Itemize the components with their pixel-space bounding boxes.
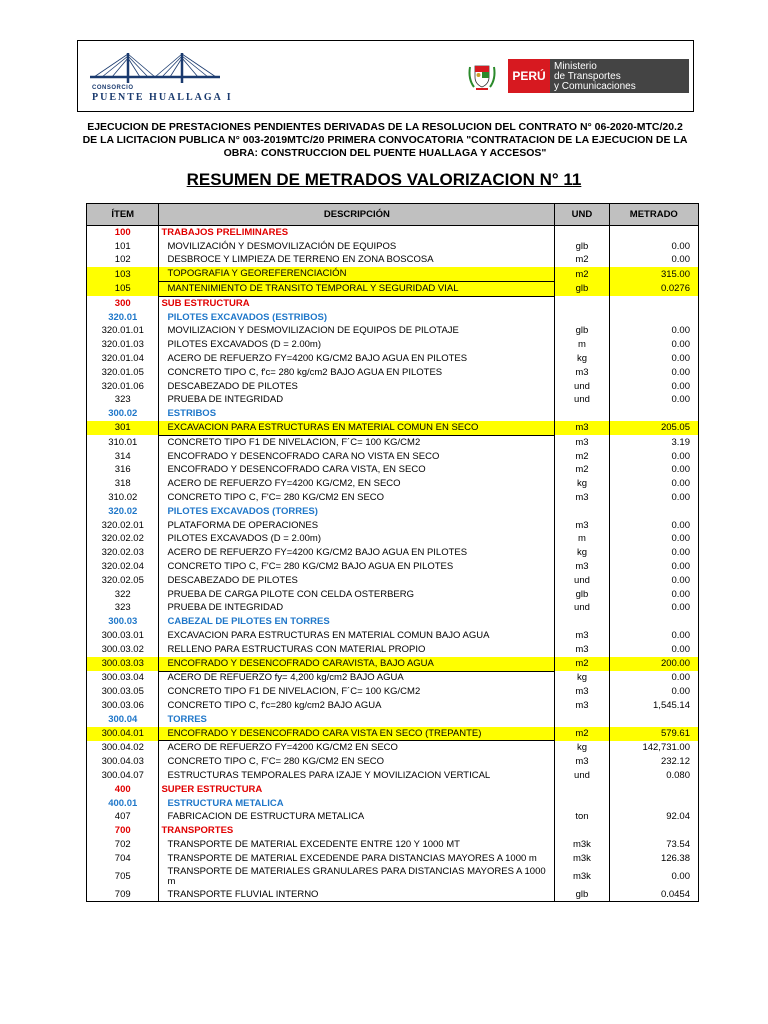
cell-met: 0.00 [609, 366, 698, 380]
table-row [87, 325, 699, 339]
cell-desc: ACERO DE REFUERZO FY=4200 KG/CM2 BAJO AGUA EN PILOTES [159, 546, 555, 560]
table-row [87, 282, 699, 297]
cell-met: 0.00 [609, 394, 698, 408]
cell-und: m3k [555, 838, 609, 852]
cell-met: 0.00 [609, 533, 698, 547]
cell-desc: PRUEBA DE INTEGRIDAD [159, 602, 555, 616]
table-row [87, 824, 699, 838]
cell-met: 0.00 [609, 352, 698, 366]
cell-met: 0.00 [609, 546, 698, 560]
cell-item: 702 [87, 838, 159, 852]
table-row [87, 267, 699, 281]
cell-und: und [555, 380, 609, 394]
cell-desc: SUPER ESTRUCTURA [159, 783, 555, 797]
cell-met [609, 407, 698, 421]
cell-desc: SUB ESTRUCTURA [159, 296, 555, 310]
cell-desc: EXCAVACION PARA ESTRUCTURAS EN MATERIAL COMUN BAJO AGUA [159, 629, 555, 643]
table-row [87, 685, 699, 699]
header-metrado: METRADO [609, 204, 698, 226]
table-row [87, 546, 699, 560]
consorcio-name: PUENTE HUALLAGA I [92, 92, 233, 103]
cell-met: 0.0276 [609, 282, 698, 297]
cell-item: 300.03.06 [87, 699, 159, 713]
table-row [87, 797, 699, 811]
cell-desc: ENCOFRADO Y DESENCOFRADO CARA VISTA, EN SECO [159, 464, 555, 478]
cell-item: 407 [87, 810, 159, 824]
cell-und: kg [555, 671, 609, 685]
ministry-line-1: Ministerio [554, 61, 597, 72]
table-row [87, 296, 699, 310]
cell-item: 300.03.03 [87, 657, 159, 671]
table-row [87, 783, 699, 797]
ministry-logo [464, 57, 689, 95]
cell-desc: RELLENO PARA ESTRUCTURAS CON MATERIAL PROPIO [159, 643, 555, 657]
cell-met: 0.00 [609, 338, 698, 352]
cell-met: 3.19 [609, 435, 698, 449]
cell-und: m3 [555, 560, 609, 574]
cell-desc: DESBROCE Y LIMPIEZA DE TERRENO EN ZONA BOSCOSA [159, 254, 555, 268]
cell-desc: TRANSPORTE DE MATERIALES GRANULARES PARA DISTANCIAS MAYORES A 1000 m [159, 866, 555, 888]
cell-desc: ESTRUCTURA METALICA [159, 797, 555, 811]
metrados-table [86, 203, 699, 902]
cell-desc: TRANSPORTES [159, 824, 555, 838]
cell-item: 320.02.04 [87, 560, 159, 574]
cell-und: m3 [555, 435, 609, 449]
table-row [87, 755, 699, 769]
cell-item: 322 [87, 588, 159, 602]
table-row [87, 888, 699, 902]
cell-desc: CABEZAL DE PILOTES EN TORRES [159, 615, 555, 629]
cell-item: 320.02.03 [87, 546, 159, 560]
cell-desc: ENCOFRADO Y DESENCOFRADO CARA VISTA EN SECO (TREPANTE) [159, 727, 555, 741]
header-logo-box [77, 40, 694, 112]
table-row [87, 838, 699, 852]
cell-und: m3 [555, 421, 609, 435]
cell-desc: PRUEBA DE CARGA PILOTE CON CELDA OSTERBERG [159, 588, 555, 602]
cell-desc: MOVILIZACION Y DESMOVILIZACION DE EQUIPOS DE PILOTAJE [159, 325, 555, 339]
cell-und: m3k [555, 866, 609, 888]
cell-item: 320.02.01 [87, 519, 159, 533]
cell-met: 73.54 [609, 838, 698, 852]
cell-met: 142,731.00 [609, 741, 698, 755]
cell-met: 0.0454 [609, 888, 698, 902]
cell-item: 323 [87, 394, 159, 408]
table-row [87, 852, 699, 866]
cell-met [609, 615, 698, 629]
cell-und: m3 [555, 519, 609, 533]
table-body [87, 226, 699, 902]
cell-und: m3 [555, 699, 609, 713]
cell-item: 102 [87, 254, 159, 268]
bridge-icon [90, 49, 220, 89]
table-row [87, 450, 699, 464]
cell-met: 0.00 [609, 519, 698, 533]
cell-item: 320.01.05 [87, 366, 159, 380]
cell-item: 103 [87, 267, 159, 281]
table-row [87, 240, 699, 254]
cell-desc: CONCRETO TIPO F1 DE NIVELACION, F´C= 100 KG/CM2 [159, 435, 555, 449]
table-row [87, 505, 699, 519]
cell-und [555, 505, 609, 519]
cell-met [609, 505, 698, 519]
cell-met [609, 824, 698, 838]
cell-und: und [555, 769, 609, 783]
cell-item: 300 [87, 296, 159, 310]
cell-und [555, 713, 609, 727]
cell-met: 0.00 [609, 325, 698, 339]
ministry-name [550, 59, 689, 93]
cell-item: 314 [87, 450, 159, 464]
cell-desc: PILOTES EXCAVADOS (ESTRIBOS) [159, 311, 555, 325]
cell-und: m [555, 338, 609, 352]
cell-item: 300.04.03 [87, 755, 159, 769]
cell-item: 320.01.03 [87, 338, 159, 352]
cell-met: 0.00 [609, 491, 698, 505]
table-row [87, 574, 699, 588]
ministry-line-2: de Transportes [554, 71, 621, 82]
cell-und [555, 311, 609, 325]
cell-und: glb [555, 588, 609, 602]
cell-item: 310.02 [87, 491, 159, 505]
cell-und: kg [555, 477, 609, 491]
table-row [87, 588, 699, 602]
cell-desc: CONCRETO TIPO F1 DE NIVELACION, F´C= 100 KG/CM2 [159, 685, 555, 699]
cell-und: m2 [555, 727, 609, 741]
table-row [87, 602, 699, 616]
table-row [87, 741, 699, 755]
table-row [87, 407, 699, 421]
cell-desc: EXCAVACION PARA ESTRUCTURAS EN MATERIAL COMUN EN SECO [159, 421, 555, 435]
table-row [87, 643, 699, 657]
cell-und [555, 824, 609, 838]
cell-item: 105 [87, 282, 159, 297]
cell-desc: CONCRETO TIPO C, F'C= 280 KG/CM2 EN SECO [159, 491, 555, 505]
header-item: ÍTEM [87, 204, 159, 226]
table-row [87, 560, 699, 574]
cell-und: m2 [555, 267, 609, 281]
cell-und [555, 296, 609, 310]
consorcio-label: CONSORCIO [92, 85, 134, 91]
cell-item: 400 [87, 783, 159, 797]
cell-desc: PRUEBA DE INTEGRIDAD [159, 394, 555, 408]
cell-und [555, 226, 609, 240]
cell-item: 318 [87, 477, 159, 491]
cell-met: 232.12 [609, 755, 698, 769]
cell-item: 310.01 [87, 435, 159, 449]
header-description: DESCRIPCIÓN [159, 204, 555, 226]
table-row [87, 477, 699, 491]
cell-und: m2 [555, 464, 609, 478]
peru-label: PERÚ [508, 59, 550, 93]
cell-desc: CONCRETO TIPO C, f'c= 280 kg/cm2 BAJO AGUA EN PILOTES [159, 366, 555, 380]
cell-met: 0.00 [609, 671, 698, 685]
cell-und: und [555, 602, 609, 616]
cell-und [555, 783, 609, 797]
cell-item: 320.02.05 [87, 574, 159, 588]
table-row [87, 311, 699, 325]
cell-met: 0.00 [609, 254, 698, 268]
cell-item: 323 [87, 602, 159, 616]
cell-desc: CONCRETO TIPO C, F'C= 280 KG/CM2 BAJO AGUA EN PILOTES [159, 560, 555, 574]
page-title: RESUMEN DE METRADOS VALORIZACION N° 11 [186, 170, 582, 189]
cell-item: 700 [87, 824, 159, 838]
cell-und [555, 407, 609, 421]
table-row [87, 435, 699, 449]
cell-item: 300.03.01 [87, 629, 159, 643]
cell-desc: ACERO DE REFUERZO FY=4200 KG/CM2 EN SECO [159, 741, 555, 755]
cell-desc: ESTRUCTURAS TEMPORALES PARA IZAJE Y MOVILIZACION VERTICAL [159, 769, 555, 783]
cell-und: m3 [555, 629, 609, 643]
cell-und [555, 615, 609, 629]
cell-met [609, 713, 698, 727]
cell-desc: ESTRIBOS [159, 407, 555, 421]
cell-met: 0.00 [609, 629, 698, 643]
cell-desc: CONCRETO TIPO C, f'c=280 kg/cm2 BAJO AGUA [159, 699, 555, 713]
cell-und: m2 [555, 254, 609, 268]
table-row [87, 769, 699, 783]
cell-und: m [555, 533, 609, 547]
cell-met: 579.61 [609, 727, 698, 741]
table-row [87, 671, 699, 685]
cell-desc: PLATAFORMA DE OPERACIONES [159, 519, 555, 533]
cell-met [609, 783, 698, 797]
cell-item: 400.01 [87, 797, 159, 811]
cell-und: m3 [555, 366, 609, 380]
cell-item: 320.01.06 [87, 380, 159, 394]
cell-item: 300.04 [87, 713, 159, 727]
cell-item: 300.03 [87, 615, 159, 629]
table-row [87, 629, 699, 643]
cell-und: m3 [555, 643, 609, 657]
cell-item: 300.04.01 [87, 727, 159, 741]
cell-met: 0.00 [609, 560, 698, 574]
table-row [87, 254, 699, 268]
cell-und: m3 [555, 685, 609, 699]
cell-und: m2 [555, 657, 609, 671]
cell-desc: MANTENIMIENTO DE TRANSITO TEMPORAL Y SEGURIDAD VIAL [159, 282, 555, 297]
cell-met: 0.00 [609, 464, 698, 478]
table-row [87, 366, 699, 380]
cell-met: 0.00 [609, 477, 698, 491]
table-row [87, 810, 699, 824]
cell-und: m3k [555, 852, 609, 866]
cell-und: und [555, 574, 609, 588]
cell-met: 0.00 [609, 866, 698, 888]
table-row [87, 338, 699, 352]
cell-item: 100 [87, 226, 159, 240]
cell-desc: PILOTES EXCAVADOS (D = 2.00m) [159, 338, 555, 352]
cell-met: 92.04 [609, 810, 698, 824]
table-row [87, 394, 699, 408]
cell-met: 126.38 [609, 852, 698, 866]
cell-desc: FABRICACION DE ESTRUCTURA METALICA [159, 810, 555, 824]
cell-und: m3 [555, 755, 609, 769]
cell-desc: TRABAJOS PRELIMINARES [159, 226, 555, 240]
cell-item: 320.01.01 [87, 325, 159, 339]
table-row [87, 421, 699, 435]
cell-met: 0.00 [609, 602, 698, 616]
cell-item: 101 [87, 240, 159, 254]
cell-item: 300.04.02 [87, 741, 159, 755]
table-row [87, 727, 699, 741]
cell-desc: TOPOGRAFIA Y GEOREFERENCIACIÓN [159, 267, 555, 281]
cell-met [609, 311, 698, 325]
cell-desc: ACERO DE REFUERZO fy= 4,200 kg/cm2 BAJO AGUA [159, 671, 555, 685]
table-row [87, 380, 699, 394]
cell-desc: TORRES [159, 713, 555, 727]
cell-desc: TRANSPORTE FLUVIAL INTERNO [159, 888, 555, 902]
cell-met: 0.00 [609, 450, 698, 464]
cell-met: 0.00 [609, 574, 698, 588]
cell-und: kg [555, 741, 609, 755]
cell-und: glb [555, 240, 609, 254]
cell-met [609, 226, 698, 240]
contract-heading: EJECUCION DE PRESTACIONES PENDIENTES DERIVADAS DE LA RESOLUCION DEL CONTRATO N° 06-2020-MTC/20.2 DE LA LICITACION PUBLICA N° 003-2019MTC/20 PRIMERA CONVOCATORIA "CONTRATACION DE LA EJECUCION DE LA OBRA: CONSTRUCCION DEL PUENTE HUALLAGA Y ACCESOS" [82, 121, 688, 159]
table-row [87, 464, 699, 478]
cell-item: 320.01.04 [87, 352, 159, 366]
table-row [87, 713, 699, 727]
cell-met: 0.080 [609, 769, 698, 783]
cell-desc: PILOTES EXCAVADOS (D = 2.00m) [159, 533, 555, 547]
cell-und: und [555, 394, 609, 408]
cell-item: 300.04.07 [87, 769, 159, 783]
cell-und: m2 [555, 450, 609, 464]
cell-desc: PILOTES EXCAVADOS (TORRES) [159, 505, 555, 519]
ministry-line-3: y Comunicaciones [554, 81, 636, 92]
cell-item: 320.02 [87, 505, 159, 519]
cell-item: 316 [87, 464, 159, 478]
cell-und: ton [555, 810, 609, 824]
cell-met: 0.00 [609, 588, 698, 602]
cell-und: glb [555, 888, 609, 902]
cell-met: 0.00 [609, 240, 698, 254]
cell-met: 0.00 [609, 685, 698, 699]
cell-met: 0.00 [609, 380, 698, 394]
cell-met [609, 797, 698, 811]
table-row [87, 699, 699, 713]
cell-und: glb [555, 282, 609, 297]
cell-desc: TRANSPORTE DE MATERIAL EXCEDENTE ENTRE 120 Y 1000 MT [159, 838, 555, 852]
cell-und: glb [555, 325, 609, 339]
header-unit: UND [555, 204, 609, 226]
table-row [87, 657, 699, 671]
table-row [87, 866, 699, 888]
table-row [87, 533, 699, 547]
cell-item: 300.03.02 [87, 643, 159, 657]
cell-desc: CONCRETO TIPO C, F'C= 280 KG/CM2 EN SECO [159, 755, 555, 769]
coat-of-arms-icon [464, 59, 500, 93]
cell-item: 300.03.05 [87, 685, 159, 699]
cell-met: 315.00 [609, 267, 698, 281]
table-header-row [87, 204, 699, 226]
cell-desc: ACERO DE REFUERZO FY=4200 KG/CM2 BAJO AGUA EN PILOTES [159, 352, 555, 366]
cell-desc: ENCOFRADO Y DESENCOFRADO CARAVISTA, BAJO AGUA [159, 657, 555, 671]
table-row [87, 491, 699, 505]
cell-desc: MOVILIZACIÓN Y DESMOVILIZACIÓN DE EQUIPOS [159, 240, 555, 254]
table-row [87, 226, 699, 240]
table-row [87, 352, 699, 366]
table-row [87, 519, 699, 533]
cell-und: kg [555, 352, 609, 366]
cell-item: 301 [87, 421, 159, 435]
cell-item: 320.01 [87, 311, 159, 325]
cell-met: 200.00 [609, 657, 698, 671]
cell-und [555, 797, 609, 811]
cell-desc: DESCABEZADO DE PILOTES [159, 574, 555, 588]
cell-item: 709 [87, 888, 159, 902]
cell-und: m3 [555, 491, 609, 505]
cell-desc: TRANSPORTE DE MATERIAL EXCEDENDE PARA DISTANCIAS MAYORES A 1000 m [159, 852, 555, 866]
cell-und: kg [555, 546, 609, 560]
cell-met: 205.05 [609, 421, 698, 435]
cell-met: 0.00 [609, 643, 698, 657]
consorcio-logo [90, 49, 233, 107]
cell-met: 1,545.14 [609, 699, 698, 713]
cell-item: 300.02 [87, 407, 159, 421]
cell-met [609, 296, 698, 310]
cell-item: 300.03.04 [87, 671, 159, 685]
cell-desc: ACERO DE REFUERZO FY=4200 KG/CM2, EN SECO [159, 477, 555, 491]
cell-desc: DESCABEZADO DE PILOTES [159, 380, 555, 394]
table-row [87, 615, 699, 629]
cell-item: 705 [87, 866, 159, 888]
cell-desc: ENCOFRADO Y DESENCOFRADO CARA NO VISTA EN SECO [159, 450, 555, 464]
cell-item: 704 [87, 852, 159, 866]
cell-item: 320.02.02 [87, 533, 159, 547]
